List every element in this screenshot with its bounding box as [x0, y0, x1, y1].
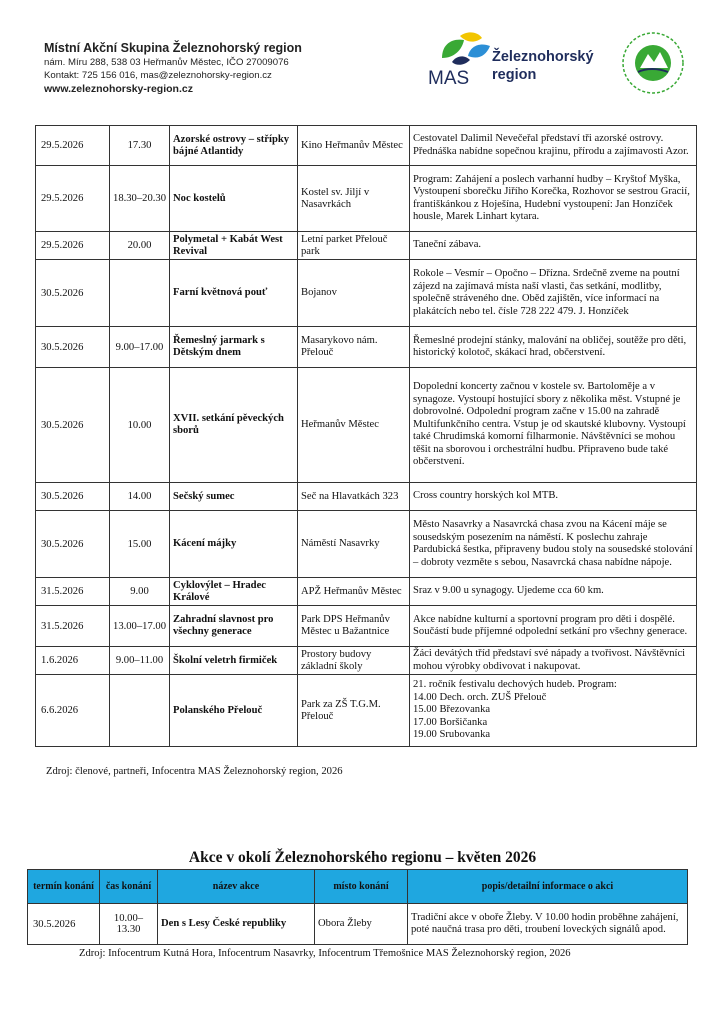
- event-time: 9.00: [110, 578, 170, 606]
- event-name: Školní veletrh firmiček: [170, 647, 298, 675]
- table-row: [36, 675, 697, 747]
- event-date: 31.5.2026: [36, 606, 110, 647]
- event-time: 15.00: [110, 511, 170, 578]
- events-table: [35, 125, 697, 747]
- event-name: Farní květnová pouť: [170, 260, 298, 327]
- event-name: XVII. setkání pěveckých sborů: [170, 368, 298, 483]
- table-row: [36, 606, 697, 647]
- logo-name: [492, 48, 594, 84]
- column-header-name: název akce: [158, 870, 315, 904]
- event-place: Obora Žleby: [315, 904, 408, 945]
- event-place: Park DPS Heřmanův Městec u Bažantnice: [298, 606, 410, 647]
- event-desc: Město Nasavrky a Nasavrcká chasa zvou na Kácení máje se sousedským posezením na náměstí. K poslechu zahraje Pardubická šestka, připraveny budou stoly na sousedské stolování – dobroty vezměte s sebou, Nasavrcká chasa nabídne nápoje.: [410, 511, 697, 578]
- logo-mas-text: MAS: [428, 68, 470, 89]
- event-place: Park za ZŠ T.G.M. Přelouč: [298, 675, 410, 747]
- nearby-events-table: [27, 869, 688, 945]
- event-date: 30.5.2026: [36, 327, 110, 368]
- nearby-table-header: [28, 870, 688, 904]
- event-name: Kácení májky: [170, 511, 298, 578]
- event-time: 13.00–17.00: [110, 606, 170, 647]
- event-time: [110, 260, 170, 327]
- table-row: [36, 483, 697, 511]
- event-desc: Dopolední koncerty začnou v kostele sv. Bartoloměje a v synagoze. Vystoupí hostující sbory z několika měst. Vstupné je dobrovolné. Odpolední program začne v 15.00 na zahradě Multifunkčního centra. Vstup je od skautské klubovny. Vystoupí také Chrudimská komorní filharmonie. Návštěvníci se mohou těšit na sborovou i orchestrální hudbu. Připraveno bude také občerstvení.: [410, 368, 697, 483]
- event-date: 29.5.2026: [36, 126, 110, 166]
- table-header-row: [28, 870, 688, 904]
- event-time: 10.00–13.30: [100, 904, 158, 945]
- event-time: [110, 675, 170, 747]
- event-time: 10.00: [110, 368, 170, 483]
- events-table-body: [36, 126, 697, 747]
- event-name: Den s Lesy České republiky: [158, 904, 315, 945]
- logo-name-line1: Železnohorský: [492, 49, 594, 65]
- event-place: Letní parket Přelouč park: [298, 232, 410, 260]
- column-header-date: termín konání: [28, 870, 100, 904]
- event-place: Kino Heřmanův Městec: [298, 126, 410, 166]
- event-place: Prostory budovy základní školy: [298, 647, 410, 675]
- org-web: www.zeleznohorsky-region.cz: [44, 83, 193, 95]
- event-name: Zahradní slavnost pro všechny generace: [170, 606, 298, 647]
- event-place: Masarykovo nám. Přelouč: [298, 327, 410, 368]
- leaf-cluster-icon: [438, 30, 494, 70]
- table-row: [36, 126, 697, 166]
- event-desc: Program: Zahájení a poslech varhanní hudby – Kryštof Myška, Vystoupení sborečku Jiřího Korečka, Rozhovor se sestrou Gracií, františkánkou z Hoješína, Hudební vystoupení: Jan Honzíček housle, Marek Linhart kytara.: [410, 166, 697, 232]
- org-contact: Kontakt: 725 156 016, mas@zeleznohorsky-region.cz: [44, 70, 272, 81]
- event-place: Bojanov: [298, 260, 410, 327]
- event-date: 1.6.2026: [36, 647, 110, 675]
- event-desc: Žáci devátých tříd představí své nápady a tvořivost. Návštěvníci mohou výrobky obdivovat i nakupovat.: [410, 647, 697, 675]
- logo-name-line2: region: [492, 67, 537, 83]
- event-place: Náměstí Nasavrky: [298, 511, 410, 578]
- event-time: 9.00–17.00: [110, 327, 170, 368]
- source-note: Zdroj: členové, partneři, Infocentra MAS Železnohorský region, 2026: [46, 766, 343, 777]
- event-desc: Řemeslné prodejní stánky, malování na obličej, soutěže pro děti, historický kolotoč, skákací hrad, občerstvení.: [410, 327, 697, 368]
- event-desc: 21. ročník festivalu dechových hudeb. Program: 14.00 Dech. orch. ZUŠ Přelouč 15.00 Březovanka 17.00 Boršičanka 19.00 Srubovanka: [410, 675, 697, 747]
- section-title: Akce v okolí Železnohorského regionu – květen 2026: [188, 849, 537, 866]
- table-row: [36, 647, 697, 675]
- nearby-table-body: [28, 904, 688, 945]
- event-name: Polymetal + Kabát West Revival: [170, 232, 298, 260]
- org-name: Místní Akční Skupina Železnohorský region: [44, 41, 302, 55]
- event-place: Kostel sv. Jiljí v Nasavrkách: [298, 166, 410, 232]
- table-row: [36, 260, 697, 327]
- table-row: [36, 166, 697, 232]
- event-date: 30.5.2026: [36, 511, 110, 578]
- event-desc: Taneční zábava.: [410, 232, 697, 260]
- event-time: 20.00: [110, 232, 170, 260]
- event-date: 30.5.2026: [28, 904, 100, 945]
- event-place: APŽ Heřmanův Městec: [298, 578, 410, 606]
- column-header-desc: popis/detailní informace o akci: [408, 870, 688, 904]
- column-header-time: čas konání: [100, 870, 158, 904]
- event-date: 31.5.2026: [36, 578, 110, 606]
- event-date: 6.6.2026: [36, 675, 110, 747]
- zeleznehory-geopark-seal-icon: [618, 28, 688, 98]
- table-row: [36, 511, 697, 578]
- source-note-nearby: Zdroj: Infocentrum Kutná Hora, Infocentrum Nasavrky, Infocentrum Třemošnice MAS Železnohorský region, 2026: [79, 948, 571, 959]
- event-time: 17.30: [110, 126, 170, 166]
- event-name: Cyklovýlet – Hradec Králové: [170, 578, 298, 606]
- table-row: [28, 904, 688, 945]
- column-header-place: místo konání: [315, 870, 408, 904]
- event-name: Řemeslný jarmark s Dětským dnem: [170, 327, 298, 368]
- event-desc: Sraz v 9.00 u synagogy. Ujedeme cca 60 km.: [410, 578, 697, 606]
- event-time: 14.00: [110, 483, 170, 511]
- event-date: 29.5.2026: [36, 232, 110, 260]
- table-row: [36, 232, 697, 260]
- event-desc: Akce nabídne kulturní a sportovní program pro děti i dospělé. Součástí bude příjemné odpolední setkání pro všechny generace.: [410, 606, 697, 647]
- org-header: [44, 40, 374, 96]
- event-desc: Cross country horských kol MTB.: [410, 483, 697, 511]
- event-desc: Tradiční akce v oboře Žleby. V 10.00 hodin proběhne zahájení, poté naučná trasa pro děti, troubení loveckých signálů apod.: [408, 904, 688, 945]
- table-row: [36, 368, 697, 483]
- event-desc: Rokole – Vesmír – Opočno – Dřízna. Srdečně zveme na poutní zájezd na zajímavá místa naší vlasti, čas setkání, modlitby, společně stráveného dne. Oběd zajištěn, více informací na plakátcích nebo tel. čísle 728 222 479. J. Honzíček: [410, 260, 697, 327]
- event-place: Seč na Hlavatkách 323: [298, 483, 410, 511]
- event-date: 29.5.2026: [36, 166, 110, 232]
- event-desc: Cestovatel Dalimil Nevečeřal představí tři azorské ostrovy. Přednáška nabídne sopečnou krajinu, přírodu a zajímavosti Azor.: [410, 126, 697, 166]
- event-name: Azorské ostrovy – střípky bájné Atlantidy: [170, 126, 298, 166]
- table-row: [36, 327, 697, 368]
- org-address: nám. Míru 288, 538 03 Heřmanův Městec, IČO 27009076: [44, 57, 289, 68]
- event-date: 30.5.2026: [36, 483, 110, 511]
- event-date: 30.5.2026: [36, 260, 110, 327]
- event-name: Polanského Přelouč: [170, 675, 298, 747]
- event-time: 9.00–11.00: [110, 647, 170, 675]
- table-row: [36, 578, 697, 606]
- event-date: 30.5.2026: [36, 368, 110, 483]
- event-place: Heřmanův Městec: [298, 368, 410, 483]
- event-name: Sečský sumec: [170, 483, 298, 511]
- event-time: 18.30–20.30: [110, 166, 170, 232]
- event-name: Noc kostelů: [170, 166, 298, 232]
